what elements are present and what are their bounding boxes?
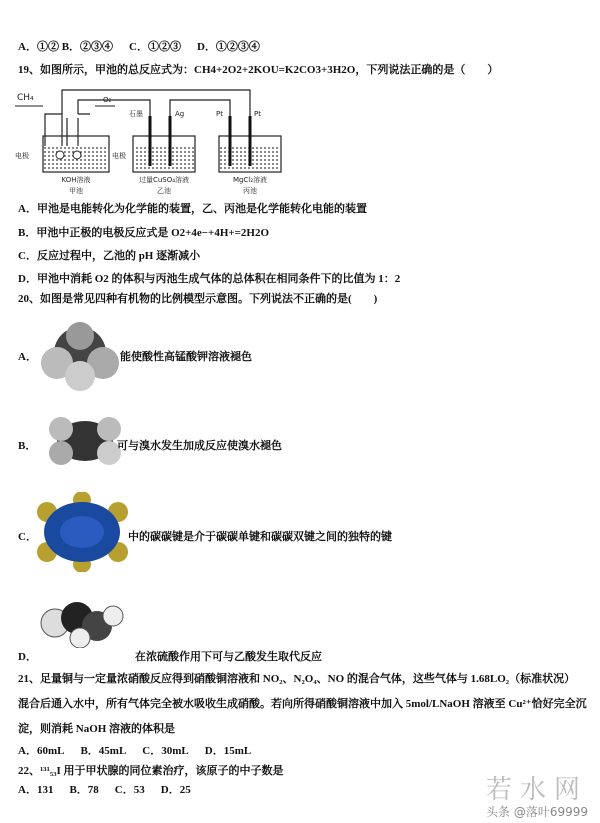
ch4-label: CH₄ (17, 93, 34, 103)
q19-option-c: C．反应过程中，乙池的 pH 逐渐减小 (18, 250, 201, 262)
q20-option-d-text: 在浓硫酸作用下可与乙酸发生取代反应 (135, 651, 322, 663)
q18-option: C．①②③ (129, 41, 181, 53)
q21-option: A．60mL (18, 745, 65, 757)
watermark-handle: 头条 @落叶69999 (486, 805, 588, 819)
q19-option-a: A．甲池是电能转化为化学能的装置，乙、丙池是化学能转化电能的装置 (18, 203, 367, 215)
q22-option: A．131 (18, 784, 54, 796)
cell3-name: 丙池 (243, 187, 257, 195)
watermark-logo: 若水网 (485, 775, 588, 805)
ag-label: Ag (175, 110, 185, 118)
q19-stem: 19、如图所示，甲池的总反应式为：CH4+2O2+2KOU=K2CO3+3H2O，下列说法正确的是（ ） (18, 64, 499, 76)
benzene-model-image (35, 492, 130, 572)
q21-option: B．45mL (80, 745, 127, 757)
cell1-name: 甲池 (69, 187, 83, 195)
q18-options (18, 38, 276, 54)
q21-line: 淀，则消耗 NaOH 溶液的体积是 (18, 723, 176, 735)
q21-options (18, 742, 267, 758)
q20-option-c-letter: C． (18, 531, 37, 543)
electrode-label: 电极 (15, 152, 29, 160)
q22-option: C．53 (114, 784, 145, 796)
electrode-label: 电极 (112, 152, 126, 160)
q22-option: B．78 (69, 784, 99, 796)
q21-line: 21、足量铜与一定量浓硝酸反应得到硝酸铜溶液和 NO₂、N₂O₄、NO 的混合气体，这些气体与 1.68LO₂（标准状况） (18, 673, 576, 685)
o2-label: O₂ (103, 96, 112, 104)
cell3-solution: MgCl₂溶液 (232, 176, 268, 184)
q22-option: D．25 (160, 784, 191, 796)
electrochem-cells-diagram (15, 86, 295, 198)
q20-option-a-letter: A． (18, 351, 37, 363)
q19-option-d: D．甲池中消耗 O2 的体积与丙池生成气体的总体积在相同条件下的比值为 1：2 (18, 273, 401, 285)
q18-option: A．①② B．②③④ (18, 41, 114, 53)
q20-option-b-text: 可与溴水发生加成反应使溴水褪色 (117, 440, 282, 452)
cell1-solution: KOH溶液 (61, 176, 91, 184)
q20-option-c-text: 中的碳碳键是介于碳碳单键和碳碳双键之间的独特的键 (128, 531, 392, 543)
q21-option: D．15mL (204, 745, 252, 757)
cell2-solution: 过量CuSO₄溶液 (138, 176, 190, 184)
watermark (486, 775, 588, 819)
q21-line: 混合后通入水中，所有气体完全被水吸收生成硝酸。若向所得硝酸铜溶液中加入 5mol/LNaOH 溶液至 Cu²⁺恰好完全沉 (18, 698, 587, 710)
pt-label: Pt (216, 110, 223, 118)
methane-model-image (35, 318, 125, 393)
ethylene-model-image (45, 413, 125, 468)
q20-option-b-letter: B． (18, 440, 37, 452)
q21-option: C．30mL (142, 745, 189, 757)
q22-stem: 22、¹³¹₅₃I 用于甲状腺的同位素治疗，该原子的中子数是 (18, 765, 284, 777)
q20-option-d-letter: D． (18, 651, 37, 663)
q22-options (18, 781, 207, 797)
q20-option-a-text: 能使酸性高锰酸钾溶液褪色 (120, 351, 252, 363)
ethanol-model-image (35, 598, 125, 648)
q20-stem: 20、如图是常见四种有机物的比例模型示意图。下列说法不正确的是( ) (18, 293, 378, 305)
pt-label: Pt (254, 110, 261, 118)
q19-option-b: B．甲池中正极的电极反应式是 O2+4e−+4H+=2H2O (18, 227, 270, 239)
cell2-name: 乙池 (157, 187, 171, 195)
graphite-label: 石墨 (129, 110, 143, 118)
q18-option: D．①②③④ (196, 41, 260, 53)
